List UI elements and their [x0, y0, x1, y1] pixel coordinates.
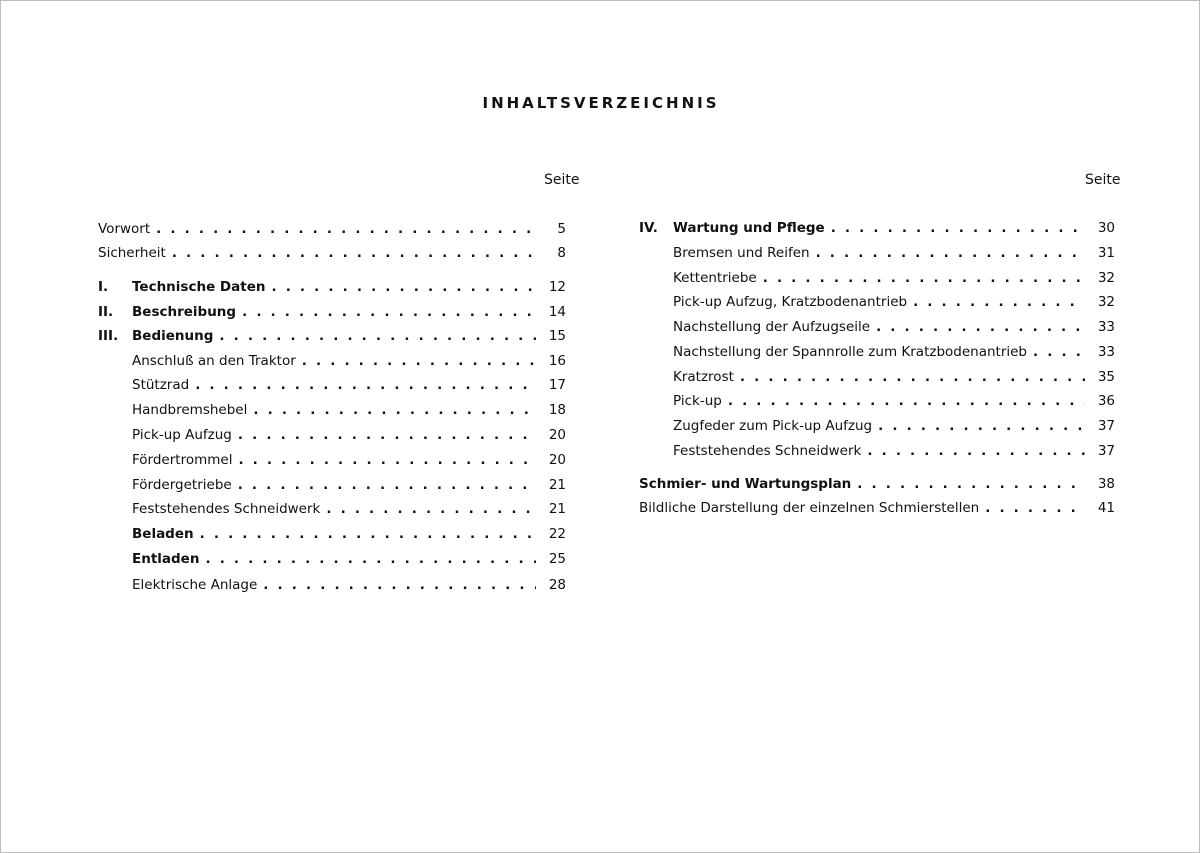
toc-entry — [639, 474, 1115, 494]
toc-entry-page-number: 20 — [548, 427, 566, 443]
toc-entry-page-number: 8 — [557, 245, 566, 261]
toc-entry — [639, 218, 1115, 238]
toc-entry — [132, 450, 566, 470]
toc-entry-title: Technische Daten — [132, 279, 266, 295]
toc-entry-page-number: 5 — [557, 221, 566, 237]
toc-entry-title: Pick-up Aufzug — [132, 427, 232, 443]
toc-entry-title: Feststehendes Schneidwerk — [132, 501, 321, 517]
toc-entry-page-number: 20 — [548, 452, 566, 468]
dot-leader — [253, 400, 536, 420]
toc-entry — [673, 367, 1115, 387]
toc-entry — [673, 441, 1115, 461]
toc-entry-number: I. — [98, 279, 109, 295]
dot-leader — [326, 499, 536, 519]
dot-leader — [200, 524, 536, 544]
dot-leader — [238, 425, 536, 445]
toc-entry-title: Nachstellung der Aufzugseile — [673, 319, 871, 335]
toc-entry-page-number: 33 — [1097, 319, 1115, 335]
toc-entry-page-number: 17 — [548, 377, 566, 393]
toc-entry-number: II. — [98, 304, 114, 320]
toc-entry-title: Beschreibung — [132, 304, 237, 320]
toc-entry-page-number: 16 — [548, 353, 566, 369]
document-title: INHALTSVERZEICHNIS — [482, 94, 720, 112]
dot-leader — [242, 302, 536, 322]
toc-entry-title: Schmier- und Wartungsplan — [639, 476, 852, 492]
toc-entry-page-number: 41 — [1097, 500, 1115, 516]
toc-entry-title: Kettentriebe — [673, 270, 757, 286]
toc-entry-title: Bremsen und Reifen — [673, 245, 810, 261]
toc-entry-page-number: 15 — [548, 328, 566, 344]
toc-entry-title: Bildliche Darstellung der einzelnen Schmierstellen — [639, 500, 980, 516]
toc-entry-title: Zugfeder zum Pick-up Aufzug — [673, 418, 873, 434]
dot-leader — [1033, 342, 1085, 362]
dot-leader — [857, 474, 1085, 494]
dot-leader — [913, 292, 1085, 312]
toc-entry-page-number: 22 — [548, 526, 566, 542]
toc-entry-title: Feststehendes Schneidwerk — [673, 443, 862, 459]
right-page-column-header: Seite — [1085, 172, 1121, 188]
toc-entry-title: Handbremshebel — [132, 402, 248, 418]
dot-leader — [816, 243, 1085, 263]
toc-entry-page-number: 32 — [1097, 294, 1115, 310]
toc-entry — [132, 475, 566, 495]
toc-entry-page-number: 18 — [548, 402, 566, 418]
toc-entry — [98, 277, 566, 297]
toc-entry-page-number: 37 — [1097, 418, 1115, 434]
toc-entry-page-number: 28 — [548, 577, 566, 593]
dot-leader — [156, 219, 536, 239]
dot-leader — [831, 218, 1085, 238]
dot-leader — [878, 416, 1085, 436]
toc-entry — [673, 317, 1115, 337]
toc-entry-title: Pick-up — [673, 393, 722, 409]
toc-entry — [673, 268, 1115, 288]
toc-entry-title: Kratzrost — [673, 369, 734, 385]
toc-entry — [98, 243, 566, 263]
toc-entry-title: Nachstellung der Spannrolle zum Kratzbodenantrieb — [673, 344, 1028, 360]
toc-entry — [132, 425, 566, 445]
toc-entry — [98, 302, 566, 322]
dot-leader — [876, 317, 1085, 337]
toc-entry-page-number: 37 — [1097, 443, 1115, 459]
dot-leader — [867, 441, 1085, 461]
toc-entry-title: Anschluß an den Traktor — [132, 353, 296, 369]
toc-entry — [132, 524, 566, 544]
toc-entry-title: Beladen — [132, 526, 194, 542]
toc-entry — [132, 499, 566, 519]
dot-leader — [271, 277, 536, 297]
toc-entry-title: Pick-up Aufzug, Kratzbodenantrieb — [673, 294, 908, 310]
toc-entry-page-number: 25 — [548, 551, 566, 567]
dot-leader — [985, 498, 1085, 518]
toc-entry — [132, 575, 566, 595]
dot-leader — [263, 575, 536, 595]
toc-entry — [132, 549, 566, 569]
dot-leader — [302, 351, 536, 371]
toc-entry-page-number: 14 — [548, 304, 566, 320]
toc-entry — [132, 351, 566, 371]
toc-entry-page-number: 21 — [548, 477, 566, 493]
toc-entry-page-number: 12 — [548, 279, 566, 295]
dot-leader — [172, 243, 536, 263]
toc-entry-title: Stützrad — [132, 377, 190, 393]
toc-entry — [132, 400, 566, 420]
toc-entry — [639, 498, 1115, 518]
toc-entry-title: Elektrische Anlage — [132, 577, 258, 593]
toc-entry-title: Entladen — [132, 551, 200, 567]
toc-entry — [673, 391, 1115, 411]
toc-entry-page-number: 31 — [1097, 245, 1115, 261]
toc-entry — [98, 326, 566, 346]
dot-leader — [763, 268, 1085, 288]
left-page-column-header: Seite — [544, 172, 580, 188]
toc-entry — [673, 342, 1115, 362]
toc-entry — [98, 219, 566, 239]
toc-entry-page-number: 36 — [1097, 393, 1115, 409]
toc-entry-page-number: 30 — [1097, 220, 1115, 236]
dot-leader — [238, 450, 536, 470]
toc-entry-title: Wartung und Pflege — [673, 220, 825, 236]
toc-entry-title: Bedienung — [132, 328, 214, 344]
toc-entry — [673, 243, 1115, 263]
toc-entry-number: III. — [98, 328, 119, 344]
toc-entry-title: Vorwort — [98, 221, 151, 237]
dot-leader — [205, 549, 536, 569]
toc-entry-page-number: 32 — [1097, 270, 1115, 286]
toc-entry — [673, 416, 1115, 436]
toc-entry-page-number: 21 — [548, 501, 566, 517]
dot-leader — [238, 475, 536, 495]
toc-entry-title: Fördertrommel — [132, 452, 233, 468]
toc-entry-page-number: 33 — [1097, 344, 1115, 360]
toc-entry-page-number: 38 — [1097, 476, 1115, 492]
dot-leader — [740, 367, 1085, 387]
toc-entry-number: IV. — [639, 220, 658, 236]
toc-entry-page-number: 35 — [1097, 369, 1115, 385]
dot-leader — [195, 375, 536, 395]
dot-leader — [728, 391, 1085, 411]
dot-leader — [219, 326, 536, 346]
toc-entry — [673, 292, 1115, 312]
toc-entry — [132, 375, 566, 395]
toc-entry-title: Fördergetriebe — [132, 477, 232, 493]
toc-entry-title: Sicherheit — [98, 245, 166, 261]
